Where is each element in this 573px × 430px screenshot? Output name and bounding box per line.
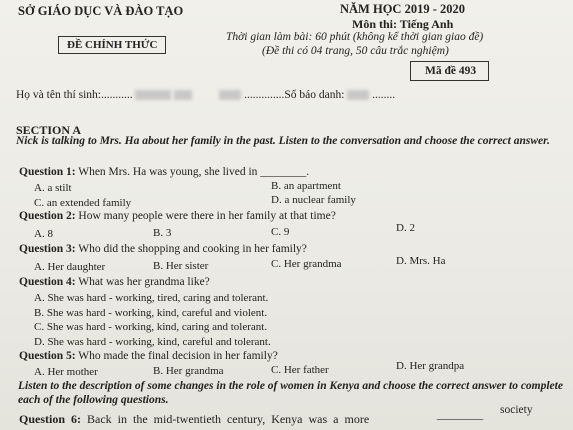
q3-option-b[interactable]: B. Her sister bbox=[153, 260, 209, 272]
question-label: Question 5: bbox=[19, 350, 76, 362]
redacted-name bbox=[135, 90, 171, 100]
redacted-name-3 bbox=[219, 90, 241, 100]
question-label: Question 4: bbox=[19, 276, 76, 288]
q4-option-c[interactable]: C. She was hard - working, kind, caring and tolerant. bbox=[34, 321, 268, 333]
q5-option-b[interactable]: B. Her grandma bbox=[153, 365, 224, 377]
question-text: Who made the final decision in her family? bbox=[78, 350, 278, 362]
section-b-instruction: Listen to the description of some changes in the role of women in Kenya and choose the correct answer to complete each of the following questions. bbox=[18, 380, 563, 406]
question-text: Who did the shopping and cooking in her family? bbox=[78, 243, 307, 255]
q1-option-b[interactable]: B. an apartment bbox=[271, 180, 341, 192]
question-1 bbox=[19, 166, 309, 178]
q1-option-d[interactable]: D. a nuclear family bbox=[271, 194, 356, 206]
exam-code: Mã đề 493 bbox=[410, 61, 489, 81]
number-label: Số báo danh: bbox=[284, 89, 345, 101]
q4-option-d[interactable]: D. She was hard - working, kind, careful and tolerant. bbox=[34, 336, 271, 348]
q3-option-d[interactable]: D. Mrs. Ha bbox=[396, 255, 446, 267]
q6-blank[interactable]: ________ bbox=[437, 409, 483, 421]
time-note: Thời gian làm bài: 60 phút (không kể thời gian giao đề) bbox=[226, 31, 484, 43]
q2-option-a[interactable]: A. 8 bbox=[34, 228, 53, 240]
q2-option-b[interactable]: B. 3 bbox=[153, 227, 172, 239]
question-text: How many people were there in her family at that time? bbox=[78, 210, 336, 222]
subject: Môn thi: Tiếng Anh bbox=[352, 17, 454, 31]
redacted-name-2 bbox=[174, 90, 192, 100]
question-text: When Mrs. Ha was young, she lived in ________. bbox=[78, 166, 310, 178]
question-2 bbox=[19, 210, 336, 222]
question-4 bbox=[19, 276, 210, 288]
q6-tail: society bbox=[500, 404, 533, 416]
school-year: NĂM HỌC 2019 - 2020 bbox=[340, 2, 465, 16]
q1-option-a[interactable]: A. a stilt bbox=[34, 182, 72, 194]
question-label: Question 3: bbox=[19, 243, 76, 255]
question-6 bbox=[19, 412, 369, 427]
name-dots-2: .............. bbox=[244, 89, 285, 101]
question-3 bbox=[19, 243, 307, 255]
department-title: SỞ GIÁO DỤC VÀ ĐÀO TẠO bbox=[18, 4, 184, 18]
question-label: Question 2: bbox=[19, 210, 76, 222]
q5-option-c[interactable]: C. Her father bbox=[271, 364, 329, 376]
question-text: Back in the mid-twentieth century, Kenya was a more bbox=[87, 412, 370, 426]
question-label: Question 1: bbox=[19, 166, 76, 178]
q3-option-a[interactable]: A. Her daughter bbox=[34, 261, 106, 273]
q4-option-b[interactable]: B. She was hard - working, kind, careful and violent. bbox=[34, 307, 268, 319]
q5-option-a[interactable]: A. Her mother bbox=[34, 366, 98, 378]
name-dots: ........... bbox=[100, 89, 133, 101]
redacted-number bbox=[347, 90, 369, 100]
name-label: Họ và tên thí sinh: bbox=[16, 89, 101, 101]
q2-option-d[interactable]: D. 2 bbox=[396, 222, 415, 234]
q1-option-c[interactable]: C. an extended family bbox=[34, 197, 132, 209]
section-a-title: SECTION A bbox=[16, 123, 82, 137]
q2-option-c[interactable]: C. 9 bbox=[271, 226, 290, 238]
question-5 bbox=[19, 350, 278, 362]
official-label: ĐỀ CHÍNH THỨC bbox=[58, 36, 166, 54]
section-a-instruction: Nick is talking to Mrs. Ha about her family in the past. Listen to the conversation and choose the correct answer. bbox=[16, 135, 550, 147]
candidate-line bbox=[16, 89, 395, 101]
q4-option-a[interactable]: A. She was hard - working, tired, caring and tolerant. bbox=[34, 292, 269, 304]
q3-option-c[interactable]: C. Her grandma bbox=[271, 258, 342, 270]
number-dots: ........ bbox=[372, 89, 396, 101]
question-text: What was her grandma like? bbox=[78, 276, 210, 288]
question-label: Question 6: bbox=[19, 412, 82, 426]
pages-note: (Đề thi có 04 trang, 50 câu trắc nghiệm) bbox=[262, 45, 449, 57]
q5-option-d[interactable]: D. Her grandpa bbox=[396, 360, 465, 372]
